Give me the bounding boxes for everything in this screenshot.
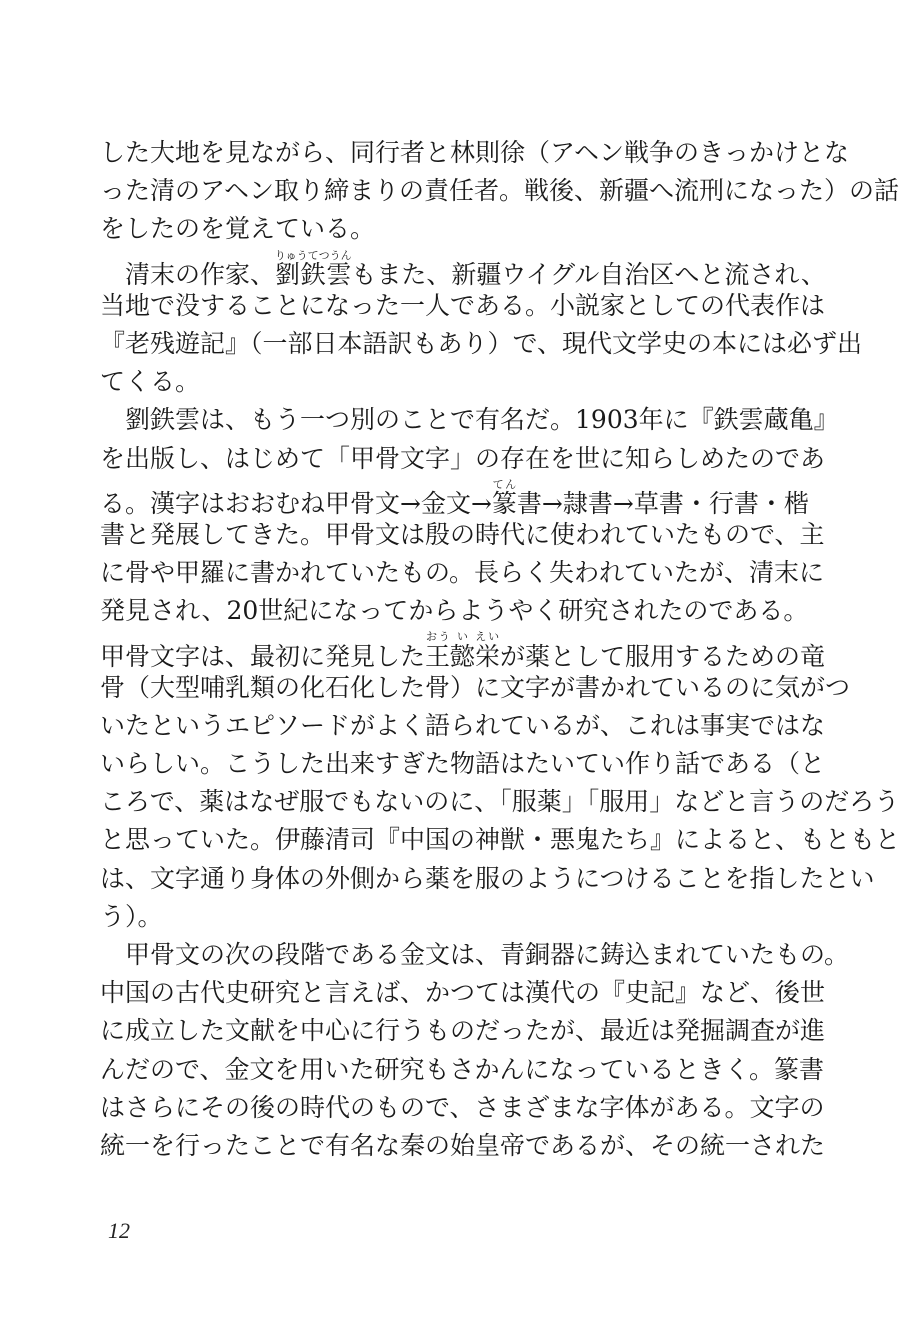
- ruby-base: 劉鉄雲: [274, 259, 352, 289]
- text-line: を出版し、はじめて「甲骨文字」の存在を世に知らしめたのであ: [100, 443, 826, 473]
- text-line: はさらにその後の時代のもので、さまざまな字体がある。文字の: [100, 1092, 825, 1122]
- text-run: 甲骨文字は、最初に発見した: [100, 642, 426, 672]
- text-line: う）。: [100, 901, 163, 931]
- text-line: 甲骨文の次の段階である金文は、青銅器に鋳込まれていたもの。: [125, 939, 850, 969]
- text-line: [100, 630, 826, 672]
- text-run: 清末の作家、: [125, 259, 276, 289]
- text-line: [100, 477, 809, 518]
- text-line: 発見され、20世紀になってからようやく研究されたのである。: [100, 596, 809, 626]
- text-run: が薬として服用するための竜: [500, 642, 826, 672]
- text-line: 『老残遊記』（一部日本語訳もあり）で、現代文学史の本には必ず出: [100, 328, 863, 358]
- text-run: る。漢字はおおむね甲骨文→金文→: [100, 488, 492, 518]
- text-line: った清のアヘン取り締まりの責任者。戦後、新疆へ流刑になった）の話: [100, 176, 900, 206]
- text-run: もまた、新疆ウイグル自治区へと流され、: [351, 259, 826, 289]
- text-line: をしたのを覚えている。: [100, 214, 376, 244]
- text-line: は、文字通り身体の外側から薬を服のようにつけることを指したとい: [100, 863, 875, 893]
- ruby-annotation: [425, 630, 501, 672]
- text-line: 統一を行ったことで有名な秦の始皇帝であるが、その統一された: [100, 1130, 826, 1160]
- text-line: ころで、薬はなぜ服でもないのに、「服薬」「服用」などと言うのだろう: [100, 787, 900, 817]
- text-run: 書→隷書→草書・行書・楷: [516, 488, 809, 518]
- text-line: いたというエピソードがよく語られているが、これは事実ではな: [100, 710, 826, 740]
- text-line: [100, 248, 826, 289]
- ruby-reading: おう い えい: [425, 630, 501, 644]
- ruby-reading: りゅうてつうん: [274, 248, 352, 262]
- text-line: 劉鉄雲は、もう一つ別のことで有名だ。1903年に『鉄雲蔵亀』: [125, 405, 839, 435]
- text-line: てくる。: [100, 367, 201, 397]
- text-line: 書と発展してきた。甲骨文は殷の時代に使われていたもので、主: [100, 519, 825, 549]
- ruby-reading: てん: [491, 477, 517, 491]
- text-line: 骨（大型哺乳類の化石化した骨）に文字が書かれているのに気がつ: [100, 672, 851, 702]
- text-line: に成立した文献を中心に行うものだったが、最近は発掘調査が進: [100, 1016, 826, 1046]
- text-line: と思っていた。伊藤清司『中国の神獣・悪鬼たち』によると、もともと: [100, 825, 900, 855]
- text-line: に骨や甲羅に書かれていたもの。長らく失われていたが、清末に: [100, 558, 825, 588]
- text-line: 中国の古代史研究と言えば、かつては漢代の『史記』など、後世: [100, 978, 826, 1008]
- text-line: 当地で没することになった一人である。小説家としての代表作は: [100, 290, 826, 320]
- ruby-base: 篆: [491, 488, 517, 518]
- body-text: [100, 134, 900, 1165]
- ruby-annotation: [274, 248, 352, 289]
- text-line: んだので、金文を用いた研究もさかんになっているときく。篆書: [100, 1054, 825, 1084]
- page-number: 12: [108, 1218, 130, 1243]
- text-line: いらしい。こうした出来すぎた物語はたいてい作り話である（と: [100, 749, 826, 778]
- ruby-base: 王懿栄: [425, 642, 501, 672]
- text-line: した大地を見ながら、同行者と林則徐（アヘン戦争のきっかけとな: [100, 138, 850, 167]
- ruby-annotation: [491, 477, 517, 518]
